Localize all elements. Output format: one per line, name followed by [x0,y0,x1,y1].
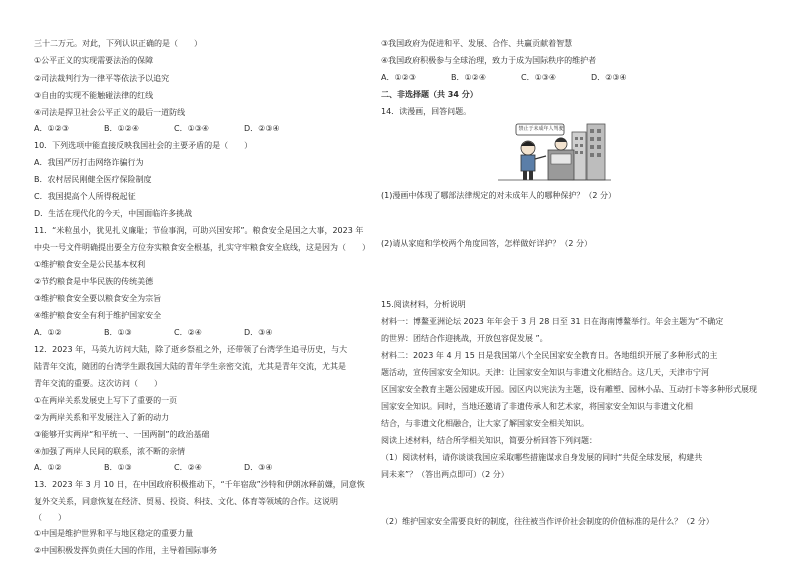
q15-material2-line1: 材料二：2023 年 4 月 15 日是我国第八个全民国家安全教育日。各地组织开展了多种形式的主 [381,351,718,360]
q12-item-2: ②为两岸关系和平发展注入了新的动力 [34,413,170,422]
q10-option-c: C．我国提高个人所得税起征 [34,192,136,201]
q13-choice-c: C．①③④ [521,73,557,82]
q13-choice-d: D．②③④ [591,73,627,82]
q10-option-a: A．我国严厉打击网络诈骗行为 [34,158,144,167]
q9-stem: 三十二万元。对此，下列认识正确的是（ ） [34,39,202,48]
q11-choice-a: A．①② [34,328,62,337]
q9-item-2: ②司法裁判行为一律平等依法予以追究 [34,74,170,83]
q15-material2-line2: 题活动，宣传国家安全知识。天津：让国家安全知识与非遗文化相结合。这几天，天津市宁河 [381,368,709,377]
q13-choice-b: B．①②④ [451,73,487,82]
cartoon-sign-text: 禁止于未成年人驾驶 [518,126,564,132]
q9-choice-c: C．①③④ [174,124,210,133]
q15-prompt: 阅读上述材料，结合所学相关知识，简要分析回答下列问题： [381,436,597,445]
q9-choice-d: D．②③④ [244,124,280,133]
q9-choice-a: A．①②③ [34,124,69,133]
q12-choice-c: C．②④ [174,463,202,472]
q12-item-1: ①在两岸关系发展史上写下了重要的一页 [34,396,178,405]
q15-material2-line4: 国家安全知识。同时，当地还邀请了非遗传承人和艺术家，将国家安全知识与非遗文化相 [381,402,693,411]
q11-item-3: ③维护粮食安全要以粮食安全为宗旨 [34,294,162,303]
q15-material2-line5: 结合，与非遗文化相融合，让大家了解国家安全相关知识。 [381,419,589,428]
q9-item-3: ③自由的实现不能触碰法律的红线 [34,91,154,100]
q15-material2-line3: 区国家安全教育主题公园建成开园。园区内以宪法为主题，设有雕塑、园林小品、互动打卡等多种形式展现 [381,385,757,394]
q11-choice-b: B．①③ [104,328,132,337]
q11-item-1: ①维护粮食安全是公民基本权利 [34,260,146,269]
q9-item-1: ①公平正义的实现需要法治的保障 [34,56,154,65]
q15-material1-line1: 材料一：博鳌亚洲论坛 2023 年年会于 3 月 28 日至 31 日在海南博鳌举行。年会主题为“不确定 [381,317,724,326]
q10-option-b: B．农村居民刚健全医疗保险制度 [34,175,152,184]
q11-item-2: ②节约粮食是中华民族的传统美德 [34,277,154,286]
q12-choice-d: D．③④ [244,463,273,472]
q13-stem-line1: 13．2023 年 3 月 10 日，在中国政府积极推动下，“千年宿敌”沙特和伊朗冰释前嫌，同意恢 [34,480,365,489]
q11-item-4: ④维护粮食安全有利于维护国家安全 [34,311,162,320]
q9-item-4: ④司法是捍卫社会公平正义的最后一道防线 [34,108,186,117]
q11-stem-line1: 11．“米粒虽小，犹见扎义廉耻；节俭事润，可助兴国安邦”。粮食安全是国之大事，2023 年 [34,226,364,235]
q13-choice-a: A．①②③ [381,73,416,82]
q12-stem-line2: 陆青年交流，随团的台湾学生跟我国大陆的青年学生亲密交流，尤其是青年交流，尤其是 [34,362,346,371]
q11-choice-c: C．②④ [174,328,202,337]
q13-item-4: ④我国政府积极参与全球治理，致力于成为国际秩序的维护者 [381,56,597,65]
q12-item-3: ③能够开实两岸“和平统一、一国两制”的政治基础 [34,430,210,439]
q13-item-1: ①中国是维护世界和平与地区稳定的重要力量 [34,529,194,538]
q12-choice-a: A．①② [34,463,62,472]
q13-item-2: ②中国积极发挥负责任大国的作用，主导着国际事务 [34,546,218,555]
q14-sub2: (2)请从家庭和学校两个角度回答，怎样做好详护？（2 分） [381,239,592,248]
q15-sub2: （2）维护国家安全需要良好的制度，往往被当作评价社会制度的价值标准的是什么？（2 分） [381,517,714,526]
q13-answer-paren: （ ） [34,513,66,522]
q14-stem: 14．读漫画，回答问题。 [381,107,472,116]
q12-stem-line3: 青年交流的重要。这次访问（ ） [34,379,162,388]
q10-stem: 10．下列选项中能直接反映我国社会的主要矛盾的是（ ） [34,141,253,150]
q11-choice-d: D．③④ [244,328,273,337]
q15-sub1-line2: 同未来”？（答出两点即可）（2 分） [381,470,509,479]
q11-stem-line2: 中央一号文件明确提出要全方位夯实粮食安全根基，扎实守牢粮食安全底线，这是因为（ ） [34,243,370,252]
q15-sub1-line1: （1）阅读材料，请你谈谈我国应采取哪些措施谋求自身发展的同时“共促全球发展，构建共 [381,453,703,462]
q12-stem-line1: 12．2023 年，马英九访问大陆，除了逝乡祭祖之外，还带领了台湾学生追寻历史，与大 [34,345,348,354]
q14-sub1: (1)漫画中体现了哪部法律规定的对未成年人的哪种保护？（2 分） [381,191,616,200]
q9-choice-b: B．①②④ [104,124,140,133]
q15-material1-line2: 的世界：团结合作迎挑战，开放包容促发展 ”。 [381,334,548,343]
q12-choice-b: B．①③ [104,463,132,472]
q15-stem: 15.阅读材料，分析说明 [381,300,466,309]
q13-item-3: ③我国政府为促进和平、发展、合作、共赢贡献着智慧 [381,39,573,48]
section-title: 二、非选择题（共 34 分） [381,90,478,99]
q12-item-4: ④加强了两岸人民间的联系，浓不断的亲情 [34,447,186,456]
q10-option-d: D．生活在现代化的今天，中国面临许多挑战 [34,209,193,218]
q13-stem-line2: 复外交关系，同意恢复在经济、贸易、投资、科技、文化、体育等领域的合作。这说明 [34,497,338,506]
